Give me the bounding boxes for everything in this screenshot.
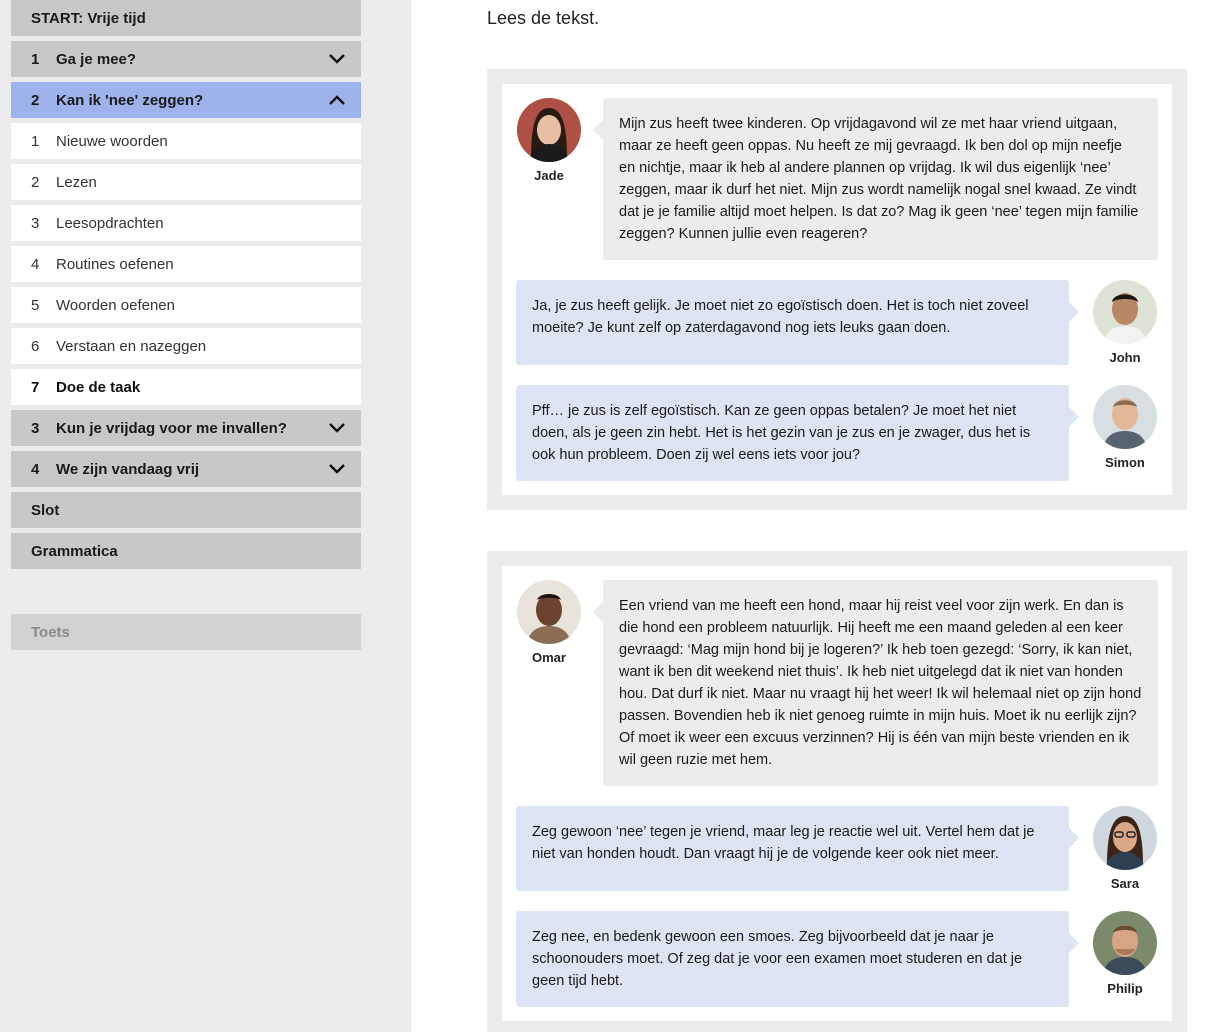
nav-start[interactable]: [11, 0, 361, 36]
nav-toets-label: Toets: [31, 623, 70, 641]
nav-subitem-number: 3: [31, 214, 40, 232]
nav-grammatica-label: Grammatica: [31, 542, 118, 560]
avatar: [1093, 280, 1157, 344]
nav-section-label: Kan ik 'nee' zeggen?: [56, 91, 204, 109]
nav-subitem-label: Nieuwe woorden: [56, 132, 168, 150]
nav-subitem-verstaan-en-nazeggen[interactable]: [11, 328, 361, 364]
course-nav: [11, 0, 361, 655]
nav-subitem-doe-de-taak[interactable]: [11, 369, 361, 405]
intro-instruction: Lees de tekst.: [487, 8, 600, 28]
forum-message-sara: [516, 806, 1158, 891]
forum-message-jade: [516, 98, 1158, 260]
chevron-down-icon[interactable]: [328, 461, 346, 477]
author-name: Jade: [534, 168, 564, 183]
nav-subitem-number: 2: [31, 173, 40, 191]
forum-author: [1092, 385, 1158, 481]
message-text: Mijn zus heeft twee kinderen. Op vrijdagavond wil ze met haar vriend uitgaan, maar ze heeft geen oppas. Nu heeft ze mij gevraagd. Ik ben dol op mijn neefje en nichtje, maar ik heb al andere plannen op vrijdag. Ik wil dus eigenlijk ‘nee’ zeggen, maar ik durf het niet. Mijn zus wordt namelijk nogal snel kwaad. Ze vindt dat je je familie altijd moet helpen. Is dat zo? Mag ik geen ‘nee’ tegen mijn familie zeggen? Kunnen jullie even reageren?: [603, 98, 1158, 260]
nav-subitem-woorden-oefenen[interactable]: [11, 287, 361, 323]
nav-subitem-label: Routines oefenen: [56, 255, 174, 273]
avatar: [517, 98, 581, 162]
sidebar: [0, 0, 411, 1032]
avatar-image: [1093, 385, 1157, 449]
message-text: Zeg nee, en bedenk gewoon een smoes. Zeg bijvoorbeeld dat je naar je schoonouders moet. Of zeg dat je voor een examen moet studeren en dat je geen tijd hebt.: [516, 911, 1069, 1007]
nav-subitem-number: 5: [31, 296, 40, 314]
nav-subitem-number: 4: [31, 255, 40, 273]
nav-section-3[interactable]: [11, 410, 361, 446]
nav-section-number: 2: [31, 91, 40, 109]
nav-section-label: Ga je mee?: [56, 50, 137, 68]
avatar-image: [1093, 806, 1157, 870]
forum-thread-inner: [502, 566, 1172, 1021]
nav-subitem-lezen[interactable]: [11, 164, 361, 200]
chevron-up-icon[interactable]: [328, 92, 346, 108]
nav-subitem-nieuwe-woorden[interactable]: [11, 123, 361, 159]
message-text: Ja, je zus heeft gelijk. Je moet niet zo egoïstisch doen. Het is toch niet zoveel moeite? Je kunt zelf op zaterdagavond nog iets leuks gaan doen.: [516, 280, 1069, 365]
author-name: Sara: [1110, 876, 1140, 891]
forum-message-philip: [516, 911, 1158, 1007]
message-text: Zeg gewoon ‘nee’ tegen je vriend, maar leg je reactie wel uit. Vertel hem dat je niet van honden houdt. Dan vraagt hij je de volgende keer ook niet meer.: [516, 806, 1069, 891]
author-name: Simon: [1105, 455, 1145, 470]
nav-subitem-label: Lezen: [56, 173, 97, 191]
forum-thread-2: [487, 551, 1187, 1032]
nav-start-label: START: Vrije tijd: [31, 9, 146, 27]
nav-subitem-routines-oefenen[interactable]: [11, 246, 361, 282]
nav-subitem-leesopdrachten[interactable]: [11, 205, 361, 241]
forum-author: [516, 580, 582, 786]
forum-message-simon: [516, 385, 1158, 481]
message-text: Pff… je zus is zelf egoïstisch. Kan ze geen oppas betalen? Je moet het niet doen, als je geen zin hebt. Het is het gezin van je zus en je zwager, dus het is ook hun probleem. Doen zij wel eens iets voor jou?: [516, 385, 1069, 481]
forum-message-john: [516, 280, 1158, 365]
forum-thread-inner: [502, 84, 1172, 495]
nav-subitem-number: 6: [31, 337, 40, 355]
nav-subitem-label: Doe de taak: [56, 378, 141, 396]
nav-section-4[interactable]: [11, 451, 361, 487]
avatar: [1093, 806, 1157, 870]
avatar: [517, 580, 581, 644]
forum-author: [1092, 806, 1158, 891]
nav-section-label: Kun je vrijdag voor me invallen?: [56, 419, 287, 437]
avatar: [1093, 385, 1157, 449]
nav-slot[interactable]: [11, 492, 361, 528]
nav-section-2[interactable]: [11, 82, 361, 118]
author-name: Philip: [1107, 981, 1143, 996]
forum-thread-1: [487, 69, 1187, 510]
forum-author: [1092, 280, 1158, 365]
chevron-down-icon[interactable]: [328, 51, 346, 67]
avatar-image: [1093, 280, 1157, 344]
nav-spacer: [11, 574, 361, 614]
author-name: Omar: [532, 650, 566, 665]
nav-section-number: 3: [31, 419, 40, 437]
nav-slot-label: Slot: [31, 501, 60, 519]
nav-section-label: We zijn vandaag vrij: [56, 460, 200, 478]
nav-toets: [11, 614, 361, 650]
author-name: John: [1109, 350, 1141, 365]
nav-subitem-label: Leesopdrachten: [56, 214, 164, 232]
forum-message-omar: [516, 580, 1158, 786]
forum-author: [516, 98, 582, 260]
nav-section-number: 1: [31, 50, 40, 68]
message-text: Een vriend van me heeft een hond, maar hij reist veel voor zijn werk. En dan is die hond een probleem natuurlijk. Hij heeft me een maand geleden al een keer gevraagd: ‘Mag mijn hond bij je logeren?’ Ik heb toen gezegd: ‘Sorry, ik kan niet, want ik ben dit weekend niet thuis’. Ik heb niet uitgelegd dat ik niet van honden hou. Dat durf ik niet. Maar nu vraagt hij het weer! Ik wil helemaal niet op zijn hond passen. Bovendien heb ik niet genoeg ruimte in mijn huis. Moet ik nu eerlijk zijn? Of moet ik weer een excuus verzinnen? Hij is één van mijn beste vrienden en ik wil geen ruzie met hem.: [603, 580, 1158, 786]
nav-section-number: 4: [31, 460, 40, 478]
chevron-down-icon[interactable]: [328, 420, 346, 436]
nav-grammatica[interactable]: [11, 533, 361, 569]
forum-author: [1092, 911, 1158, 1007]
nav-subitem-number: 1: [31, 132, 40, 150]
nav-section-1[interactable]: [11, 41, 361, 77]
avatar: [1093, 911, 1157, 975]
nav-subitem-label: Woorden oefenen: [56, 296, 175, 314]
avatar-image: [1093, 911, 1157, 975]
nav-subitem-number: 7: [31, 378, 40, 396]
avatar-image: [517, 580, 581, 644]
avatar-image: [517, 98, 581, 162]
nav-subitem-label: Verstaan en nazeggen: [56, 337, 207, 355]
